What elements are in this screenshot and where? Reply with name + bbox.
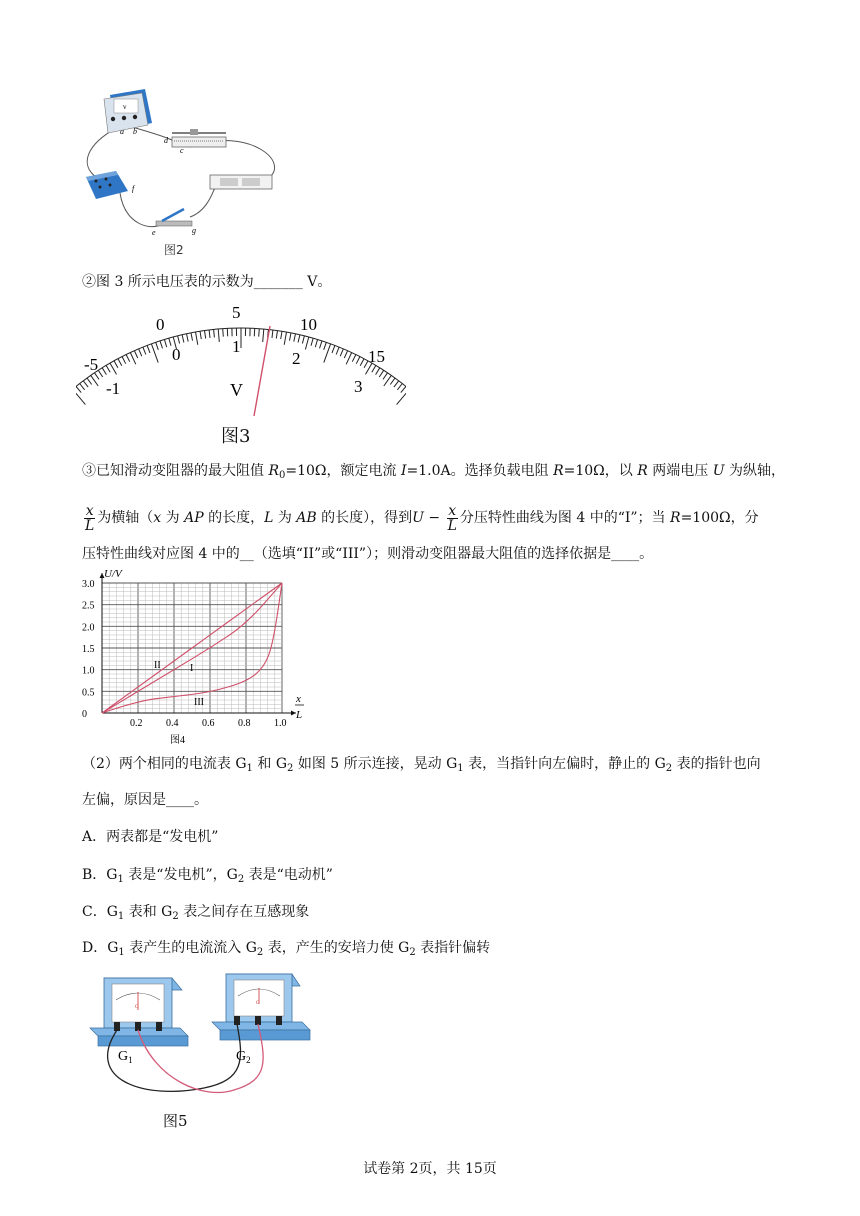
scale-tick xyxy=(315,339,317,347)
question-3-line-3: 压特性曲线对应图 4 中的__（选填“II”或“III”）；则滑动变阻器最大阻值的选择依据是____。 xyxy=(82,546,654,562)
x-tick-label: 0.4 xyxy=(166,718,179,729)
switch-device xyxy=(152,209,196,237)
x-axis-label-num: x xyxy=(296,693,301,705)
origin-label: 0 xyxy=(82,709,87,720)
fig2-label-a: a xyxy=(120,127,124,136)
scale-tick xyxy=(118,359,122,366)
label-G1: $G_1$ xyxy=(118,1049,133,1065)
scale-top-label: -5 xyxy=(84,355,99,374)
voltmeter-device xyxy=(104,89,152,136)
question-3-line-1: ③已知滑动变阻器的最大阻值 $R_0=10\Omega$，额定电流 I=1.0A。选择负载电阻 R=10Ω，以 R 两端电压 U 为纵轴， xyxy=(82,463,785,481)
scale-tick xyxy=(394,381,399,387)
curve-label-II: II xyxy=(154,660,161,671)
scale-tick xyxy=(284,332,286,345)
figure-3-caption: 图3 xyxy=(221,426,251,447)
question-4-line-2: 左偏，原因是____。 xyxy=(82,792,208,808)
fig2-label-v: v xyxy=(123,103,127,111)
scale-tick xyxy=(187,334,189,342)
question-3-line-2: $\frac{x}{L}$ 为横轴（x 为 AP 的长度，L 为 AB 的长度），得到U − $\frac{x}{L}$ 分压特性曲线为图 4 中的“I”；当 R=100Ω，分 xyxy=(85,502,759,534)
scale-tick xyxy=(102,368,106,375)
scale-tick xyxy=(87,378,92,385)
scale-tick xyxy=(114,361,118,368)
scale-tick xyxy=(376,368,380,375)
scale-bottom-label: 2 xyxy=(292,349,301,368)
x-tick-label: 1.0 xyxy=(274,718,287,729)
fig2-label-c: c xyxy=(180,146,184,155)
scale-tick xyxy=(346,353,352,365)
scale-tick xyxy=(164,339,166,347)
scale-tick xyxy=(281,331,282,339)
fig2-label-g: g xyxy=(192,226,196,235)
rheostat-device xyxy=(164,129,226,155)
scale-tick xyxy=(305,337,308,350)
scale-bottom-label: 1 xyxy=(232,337,241,356)
scale-tick xyxy=(83,381,88,387)
scale-tick xyxy=(130,353,136,365)
x-tick-label: 0.6 xyxy=(202,718,215,729)
scale-tick xyxy=(397,384,402,390)
galvanometer-G1 xyxy=(90,978,188,1046)
y-tick-label: 2.5 xyxy=(82,600,95,612)
scale-tick xyxy=(298,335,300,343)
scale-tick xyxy=(134,351,137,358)
scale-tick xyxy=(383,373,388,380)
scale-tick xyxy=(340,349,343,356)
x-axis-label-den: L xyxy=(296,709,303,721)
scale-tick xyxy=(311,338,313,346)
scale-tick xyxy=(122,357,126,364)
y-axis-label: U/V xyxy=(104,568,122,580)
scale-tick xyxy=(196,332,198,345)
option-B[interactable]: B．$G_1$ 表是“发电机”，$G_2$ 表是“电动机” xyxy=(82,867,333,885)
scale-unit-label: V xyxy=(230,380,243,400)
scale-tick xyxy=(356,357,360,364)
galvanometer-G2 xyxy=(212,974,310,1040)
scale-tick xyxy=(178,336,180,344)
scale-tick xyxy=(98,370,102,377)
battery-holder xyxy=(210,175,272,189)
scale-tick xyxy=(214,329,215,337)
y-tick-label: 1.0 xyxy=(82,665,95,677)
scale-tick xyxy=(209,330,210,338)
scale-top-label: 5 xyxy=(232,303,241,322)
scale-tick xyxy=(139,349,142,356)
scale-tick xyxy=(332,345,335,353)
fig2-label-b: b xyxy=(133,127,137,136)
scale-tick xyxy=(191,333,193,341)
scale-top-label: 0 xyxy=(156,315,165,334)
scale-tick xyxy=(302,336,304,344)
meter-needle xyxy=(254,326,270,416)
scale-tick xyxy=(147,345,150,353)
question-voltmeter-reading: ②图 3 所示电压表的示数为_______ V。 xyxy=(82,274,332,290)
page-footer: 试卷第 2页，共 15页 xyxy=(363,1161,497,1177)
scale-bottom-label: 3 xyxy=(354,377,363,396)
scale-tick xyxy=(372,365,376,372)
scale-tick xyxy=(290,333,292,341)
scale-tick xyxy=(336,347,339,354)
scale-tick xyxy=(110,363,117,374)
scale-tick xyxy=(360,359,364,366)
scale-bottom-label: -1 xyxy=(106,379,121,398)
y-tick-label: 2.0 xyxy=(82,622,95,634)
scale-tick xyxy=(80,384,85,390)
option-A[interactable]: A．两表都是“发电机” xyxy=(82,829,219,845)
scale-tick xyxy=(143,347,146,354)
scale-tick xyxy=(263,329,264,342)
x-tick-label: 0.8 xyxy=(238,718,251,729)
fig2-label-d: d xyxy=(164,136,168,145)
scale-tick xyxy=(182,335,184,343)
figure-5-galvanometers xyxy=(84,970,314,1130)
scale-tick xyxy=(200,331,201,339)
fig2-label-e: e xyxy=(152,228,156,237)
scale-bottom-label: 0 xyxy=(172,345,181,364)
label-G2: $G_2$ xyxy=(236,1049,251,1065)
y-tick-label: 0.5 xyxy=(82,687,95,699)
scale-tick xyxy=(76,386,81,392)
scale-tick xyxy=(160,341,163,349)
scale-tick xyxy=(169,338,171,346)
scale-tick xyxy=(126,355,130,362)
curve-label-I: I xyxy=(190,663,194,674)
scale-tick xyxy=(379,370,383,377)
fraction-x-over-L: $\frac{x}{L}$ xyxy=(85,502,95,534)
scale-tick xyxy=(223,329,224,337)
x-tick-label: 0.2 xyxy=(130,718,143,729)
scale-tick xyxy=(401,386,406,392)
scale-tick xyxy=(276,331,277,339)
figure-2-caption: 图2 xyxy=(164,243,184,257)
question-4-line-1: （2）两个相同的电流表 $G_1$ 和 $G_2$ 如图 5 所示连接，晃动 $G_1$ 表，当指针向左偏时，静止的 $G_2$ 表的指针也向 xyxy=(82,756,761,774)
fraction-x-over-L: $\frac{x}{L}$ xyxy=(447,502,457,534)
scale-tick xyxy=(324,342,327,350)
figure-5-caption: 图5 xyxy=(163,1112,188,1130)
scale-top-label: 15 xyxy=(368,347,385,366)
scale-tick xyxy=(344,351,347,358)
scale-tick xyxy=(320,341,323,349)
curve-label-III: III xyxy=(194,697,204,708)
dial-label: G xyxy=(256,1001,260,1006)
scale-tick xyxy=(272,330,273,338)
scale-tick xyxy=(205,331,206,339)
scale-tick xyxy=(156,342,159,350)
scale-tick xyxy=(259,329,260,337)
figure-4-chart xyxy=(74,565,324,745)
scale-top-label: 10 xyxy=(300,315,317,334)
figure-4-caption: 图4 xyxy=(170,735,185,745)
scale-tick xyxy=(352,355,356,362)
figure-2-circuit xyxy=(80,85,280,257)
fig2-label-f: f xyxy=(132,184,135,193)
y-tick-label: 3.0 xyxy=(82,579,95,590)
scale-tick xyxy=(106,365,110,372)
option-C[interactable]: C．$G_1$ 表和 $G_2$ 表之间存在互感现象 xyxy=(82,904,310,922)
scale-tick xyxy=(294,334,296,342)
option-D[interactable]: D．$G_1$ 表产生的电流流入 $G_2$ 表，产生的安培力使 $G_2$ 表指针偏转 xyxy=(82,940,491,958)
y-tick-label: 1.5 xyxy=(82,644,95,655)
scale-tick xyxy=(390,378,395,385)
scale-tick xyxy=(218,329,219,342)
dial-label: G xyxy=(135,1005,139,1010)
